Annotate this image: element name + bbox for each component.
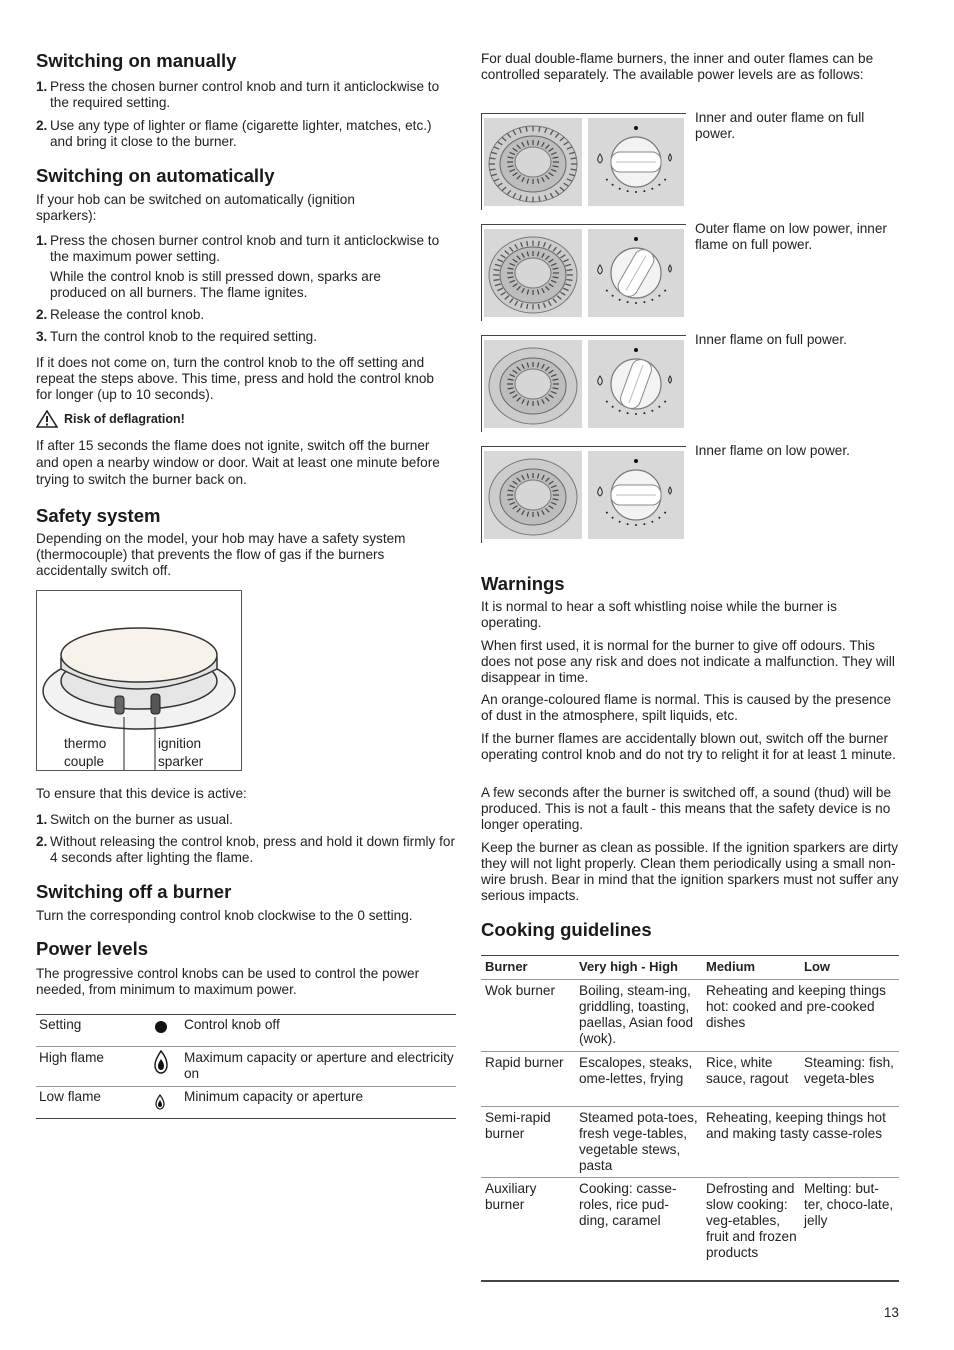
table-cell: Melting: but-ter, choco-late, jelly	[804, 1181, 894, 1228]
step-number: 1.	[36, 812, 48, 827]
table-cell: Maximum capacity or aperture and electricity on	[184, 1050, 454, 1081]
heading-safety-system: Safety system	[36, 505, 161, 526]
warning-heading	[36, 410, 185, 428]
heading-cooking-guidelines: Cooking guidelines	[481, 919, 652, 940]
list-item	[36, 233, 440, 301]
paragraph: If it does not come on, turn the control knob to the off setting and repeat the steps above. This time, press and hold the control knob for longer (up to 10 seconds).	[36, 355, 434, 402]
large-flame-icon	[154, 1050, 168, 1078]
warning-text: If after 15 seconds the flame does not ignite, switch off the burner and open a nearby window or door. Wait at least one minute before trying to switch the burner back on.	[36, 438, 440, 487]
table-cell: Minimum capacity or aperture	[184, 1089, 364, 1104]
small-flame-icon	[155, 1094, 165, 1114]
power-level-label: Outer flame on low power, inner flame on full power.	[695, 221, 887, 252]
paragraph: When first used, it is normal for the burner to give off odours. This does not pose any risk and does not indicate a malfunction. They will disappear in time.	[481, 638, 895, 685]
page-number: 13	[883, 1305, 899, 1320]
paragraph: A few seconds after the burner is switched off, a sound (thud) will be produced. This is not a fault - this means that the safety device is no longer operating.	[481, 785, 892, 832]
table-cell: Wok burner	[485, 983, 556, 998]
step-number: 2.	[36, 118, 48, 133]
table-cell: Cooking: casse-roles, rice pud-ding, caramel	[579, 1181, 677, 1228]
dot-icon	[154, 1020, 168, 1038]
table-rule	[36, 1014, 456, 1015]
paragraph: If the burner flames are accidentally blown out, switch off the burner operating control knob and do not try to relight it for at least 1 minute.	[481, 731, 896, 762]
list-item	[36, 79, 456, 111]
column-header: Low	[804, 959, 830, 974]
paragraph: Depending on the model, your hob may have a safety system (thermocouple) that prevents the flow of gas if the burners accidentally switch off.	[36, 531, 406, 578]
step-text: Switch on the burner as usual.	[50, 812, 233, 827]
thermocouple-figure	[36, 590, 242, 771]
heading-switching-on-automatically: Switching on automatically	[36, 165, 275, 186]
step-number: 2.	[36, 834, 48, 849]
column-header: Burner	[485, 959, 528, 974]
column-header: Medium	[706, 959, 756, 974]
table-cell: Reheating, keeping things hot and making tasty casse-roles	[706, 1110, 886, 1141]
table-cell: Low flame	[39, 1089, 101, 1104]
paragraph: For dual double-flame burners, the inner and outer flames can be controlled separately. The available power levels are as follows:	[481, 51, 874, 82]
table-cell: Setting	[39, 1017, 82, 1032]
paragraph: To ensure that this device is active:	[36, 786, 247, 801]
ignition-sparker-label: sparker	[158, 754, 204, 769]
table-cell: Rice, white sauce, ragout	[706, 1055, 789, 1086]
ignition-sparker-label: ignition	[158, 736, 202, 751]
heading-power-levels: Power levels	[36, 938, 149, 959]
table-cell: Steaming: fish, vegeta-bles	[804, 1055, 894, 1086]
power-level-label: Inner flame on low power.	[695, 443, 850, 458]
paragraph: An orange-coloured flame is normal. This is caused by the presence of dust in the atmosphere, spilt liquids, etc.	[481, 692, 892, 723]
table-cell: Control knob off	[184, 1017, 280, 1032]
heading-switching-on-manually: Switching on manually	[36, 50, 237, 71]
burner-knob-figure	[481, 113, 686, 210]
step-text: Turn the control knob to the required setting.	[50, 329, 317, 344]
burner-knob-illustration	[482, 447, 686, 543]
step-number: 2.	[36, 307, 48, 322]
list-item	[36, 329, 456, 345]
paragraph: Turn the corresponding control knob clockwise to the 0 setting.	[36, 908, 413, 923]
table-cell: Reheating and keeping things hot: cooked and pre-cooked dishes	[706, 983, 886, 1030]
burner-knob-illustration	[482, 336, 686, 432]
heading-warnings: Warnings	[481, 573, 565, 594]
step-number: 3.	[36, 329, 48, 344]
burner-knob-illustration	[482, 225, 686, 321]
step-number: 1.	[36, 233, 48, 248]
warning-triangle-icon	[36, 410, 58, 428]
power-level-label: Inner flame on full power.	[695, 332, 847, 347]
burner-knob-figure	[481, 224, 686, 321]
step-text: Use any type of lighter or flame (cigarette lighter, matches, etc.) and bring it close to the burner.	[50, 118, 432, 149]
table-cell: Semi-rapid burner	[485, 1110, 551, 1141]
list-item	[36, 834, 456, 866]
table-cell: High flame	[39, 1050, 104, 1065]
step-text: Release the control knob.	[50, 307, 205, 322]
paragraph: If your hob can be switched on automatically (ignition sparkers):	[36, 192, 355, 223]
thermocouple-label: thermo	[64, 736, 107, 751]
power-level-label: Inner and outer flame on full power.	[695, 110, 865, 141]
paragraph: The progressive control knobs can be used to control the power needed, from minimum to maximum power.	[36, 966, 420, 997]
table-cell: Rapid burner	[485, 1055, 564, 1070]
table-rule	[36, 1046, 456, 1047]
warning-title: Risk of deflagration!	[64, 412, 185, 426]
table-rule	[481, 1051, 899, 1052]
table-cell: Escalopes, steaks, ome-lettes, frying	[579, 1055, 693, 1086]
step-text: Press the chosen burner control knob and turn it anticlockwise to the maximum power setting.	[50, 233, 440, 264]
step-text: Press the chosen burner control knob and turn it anticlockwise to the required setting.	[50, 79, 440, 110]
step-text: Without releasing the control knob, press and hold it down firmly for 4 seconds after lighting the flame.	[50, 834, 455, 865]
table-cell: Boiling, steam-ing, griddling, toasting, paellas, Asian food (wok).	[579, 983, 694, 1046]
heading-switching-off: Switching off a burner	[36, 881, 232, 902]
burner-knob-figure	[481, 446, 686, 543]
step-number: 1.	[36, 79, 48, 94]
table-rule	[481, 955, 899, 956]
table-rule	[481, 1280, 899, 1282]
table-rule	[481, 979, 899, 980]
table-cell: Steamed pota-toes, fresh vege-tables, vegetable stews, pasta	[579, 1110, 698, 1173]
table-rule	[36, 1118, 456, 1119]
list-item	[36, 812, 456, 828]
table-rule	[36, 1086, 456, 1087]
column-header: Very high - High	[579, 959, 678, 974]
table-cell: Auxiliary burner	[485, 1181, 537, 1212]
step-subtext: While the control knob is still pressed down, sparks are produced on all burners. The flame ignites.	[50, 269, 381, 300]
paragraph: It is normal to hear a soft whistling noise while the burner is operating.	[481, 599, 837, 630]
burner-knob-illustration	[482, 114, 686, 210]
table-cell: Defrosting and slow cooking: veg-etables, fruit and frozen products	[706, 1181, 797, 1260]
list-item	[36, 307, 456, 323]
burner-knob-figure	[481, 335, 686, 432]
table-rule	[481, 1177, 899, 1178]
thermocouple-label: couple	[64, 754, 105, 769]
list-item	[36, 118, 456, 150]
table-rule	[481, 1106, 899, 1107]
paragraph: Keep the burner as clean as possible. If the ignition sparkers are dirty they will not light properly. Clean them periodically using a small non-wire brush. Bear in mind that the ignition sparkers must not suffer any serious impacts.	[481, 840, 899, 903]
